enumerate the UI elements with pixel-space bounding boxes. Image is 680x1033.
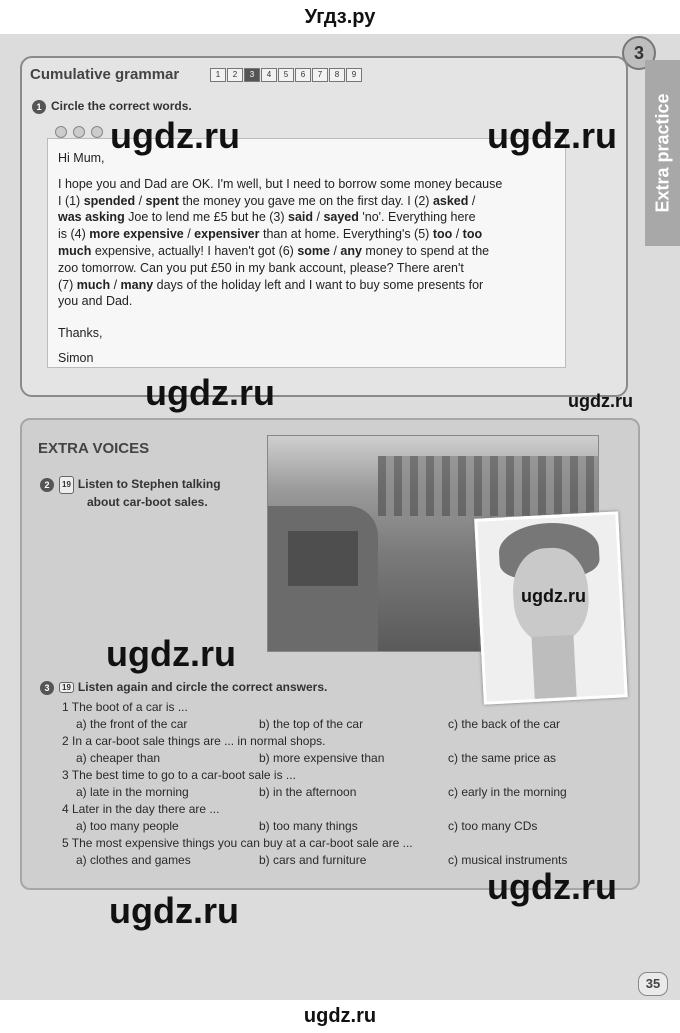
question-text: 3 The best time to go to a car-boot sale is ... [62, 768, 296, 782]
car-window-shape [288, 531, 358, 586]
choice-word[interactable]: sayed [323, 210, 359, 225]
letter-greeting: Hi Mum, [58, 151, 105, 165]
dot-icon [73, 126, 85, 138]
unit-progress-strip [210, 68, 363, 82]
answer-option[interactable]: c) musical instruments [448, 853, 568, 867]
window-dots [55, 126, 109, 138]
unit-chip: 2 [227, 68, 243, 82]
choice-word[interactable]: expensiver [194, 227, 260, 242]
answer-option[interactable]: a) the front of the car [76, 717, 188, 731]
extra-practice-label: Extra practice [652, 93, 672, 213]
text: expensive, actually! I haven't got (6) [91, 243, 298, 258]
text: is (4) [58, 227, 90, 242]
text: days of the holiday left and I want to buy some presents for [153, 277, 484, 292]
choice-word[interactable]: was asking [58, 210, 125, 225]
answer-option[interactable]: c) the back of the car [448, 717, 561, 731]
exercise-number: 3 [40, 681, 54, 695]
unit-chip-current: 3 [244, 68, 260, 82]
question-text: 4 Later in the day there are ... [62, 802, 220, 816]
choice-word[interactable]: some [297, 243, 330, 258]
text: (7) [58, 277, 77, 292]
choice-word[interactable]: much [58, 243, 92, 258]
instruction-text: Circle the correct words. [51, 99, 192, 113]
letter-line [58, 226, 528, 243]
crowd-shape [378, 456, 598, 516]
choice-word[interactable]: too [462, 227, 483, 242]
letter-signature: Simon [58, 350, 94, 365]
text: the money you gave me on the first day. I (2) [178, 193, 433, 208]
choice-word[interactable]: said [288, 210, 314, 225]
watermark-text: ugdz.ru [145, 372, 275, 413]
unit-chip: 1 [210, 68, 226, 82]
text: / [110, 277, 121, 292]
letter-line [58, 293, 528, 310]
choice-word[interactable]: spended [83, 193, 136, 208]
neck-shape [531, 635, 576, 699]
answer-option[interactable]: a) late in the morning [76, 785, 189, 799]
question-text: 2 In a car-boot sale things are ... in normal shops. [62, 734, 326, 748]
exercise-2-instruction [40, 476, 221, 510]
letter-line [58, 260, 528, 277]
extra-voices-title: EXTRA VOICES [38, 440, 150, 457]
text: / [468, 193, 476, 208]
answer-option[interactable]: b) the top of the car [259, 717, 364, 731]
answer-option[interactable]: b) in the afternoon [259, 785, 357, 799]
letter-line [58, 209, 528, 226]
unit-number-badge: 3 [622, 36, 656, 70]
exercise-number: 1 [32, 100, 46, 114]
instruction-text: Listen to Stephen talking [77, 477, 221, 492]
letter-text [58, 150, 528, 367]
unit-chip: 9 [346, 68, 362, 82]
watermark-text: ugdz.ru [487, 115, 617, 156]
cd-track-icon: 19 [59, 682, 74, 693]
watermark-text: ugdz.ru [487, 866, 617, 907]
cd-track-icon: 19 [59, 476, 74, 494]
watermark-text: ugdz.ru [521, 586, 586, 606]
unit-chip: 5 [278, 68, 294, 82]
letter-line [58, 277, 528, 294]
choice-word[interactable]: more expensive [89, 227, 184, 242]
answer-option[interactable]: c) early in the morning [448, 785, 567, 799]
choice-word[interactable]: any [340, 243, 362, 258]
stephen-portrait [474, 511, 628, 704]
text: than at home. Everything's (5) [259, 227, 433, 242]
text: / [313, 210, 324, 225]
choice-word[interactable]: much [76, 277, 111, 292]
text: / [135, 193, 146, 208]
instruction-text: about car-boot sales. [87, 495, 208, 509]
question-text: 5 The most expensive things you can buy at a car-boot sale are ... [62, 836, 413, 850]
text: I hope you and Dad are OK. I'm well, but I need to borrow some money because [58, 176, 503, 191]
unit-chip: 8 [329, 68, 345, 82]
question-text: 1 The boot of a car is ... [62, 700, 188, 714]
text: money to spend at the [361, 243, 490, 258]
answer-option[interactable]: a) cheaper than [76, 751, 161, 765]
choice-word[interactable]: too [432, 227, 453, 242]
text: / [183, 227, 195, 242]
watermark-text: ugdz.ru [106, 633, 236, 674]
unit-chip: 7 [312, 68, 328, 82]
watermark-text: ugdz.ru [568, 391, 633, 411]
answer-option[interactable]: c) too many CDs [448, 819, 538, 833]
answer-option[interactable]: b) cars and furniture [259, 853, 367, 867]
cumulative-grammar-title: Cumulative grammar [30, 66, 180, 83]
letter-thanks: Thanks, [58, 326, 103, 341]
unit-chip: 4 [261, 68, 277, 82]
dot-icon [91, 126, 103, 138]
text: I (1) [58, 193, 84, 208]
answer-option[interactable]: a) clothes and games [76, 853, 191, 867]
page-number: 35 [638, 972, 668, 996]
unit-chip: 6 [295, 68, 311, 82]
answer-option[interactable]: b) too many things [259, 819, 358, 833]
text: / [452, 227, 463, 242]
exercise-number: 2 [40, 478, 54, 492]
choice-word[interactable]: many [120, 277, 154, 292]
answer-option[interactable]: c) the same price as [448, 751, 557, 765]
exercise-3-instruction [40, 680, 327, 695]
letter-line [58, 193, 528, 210]
extra-practice-tab [645, 60, 680, 246]
letter-line [58, 176, 528, 193]
text: / [329, 243, 341, 258]
exercise-1-instruction [32, 99, 192, 114]
answer-option[interactable]: a) too many people [76, 819, 179, 833]
text: Joe to lend me £5 but he (3) [124, 210, 288, 225]
watermark-text: ugdz.ru [109, 890, 239, 931]
text: 'no'. Everything here [358, 210, 476, 225]
instruction-text: Listen again and circle the correct answers. [77, 680, 328, 694]
text: you and Dad. [58, 294, 133, 309]
choice-word[interactable]: asked [432, 193, 469, 208]
site-header: Угдз.ру [304, 6, 376, 28]
letter-line [58, 243, 528, 260]
watermark-text: ugdz.ru [110, 115, 240, 156]
choice-word[interactable]: spent [145, 193, 179, 208]
site-footer: ugdz.ru [303, 1005, 377, 1027]
text: zoo tomorrow. Can you put £50 in my bank account, please? There aren't [58, 260, 464, 275]
answer-option[interactable]: b) more expensive than [259, 751, 385, 765]
dot-icon [55, 126, 67, 138]
